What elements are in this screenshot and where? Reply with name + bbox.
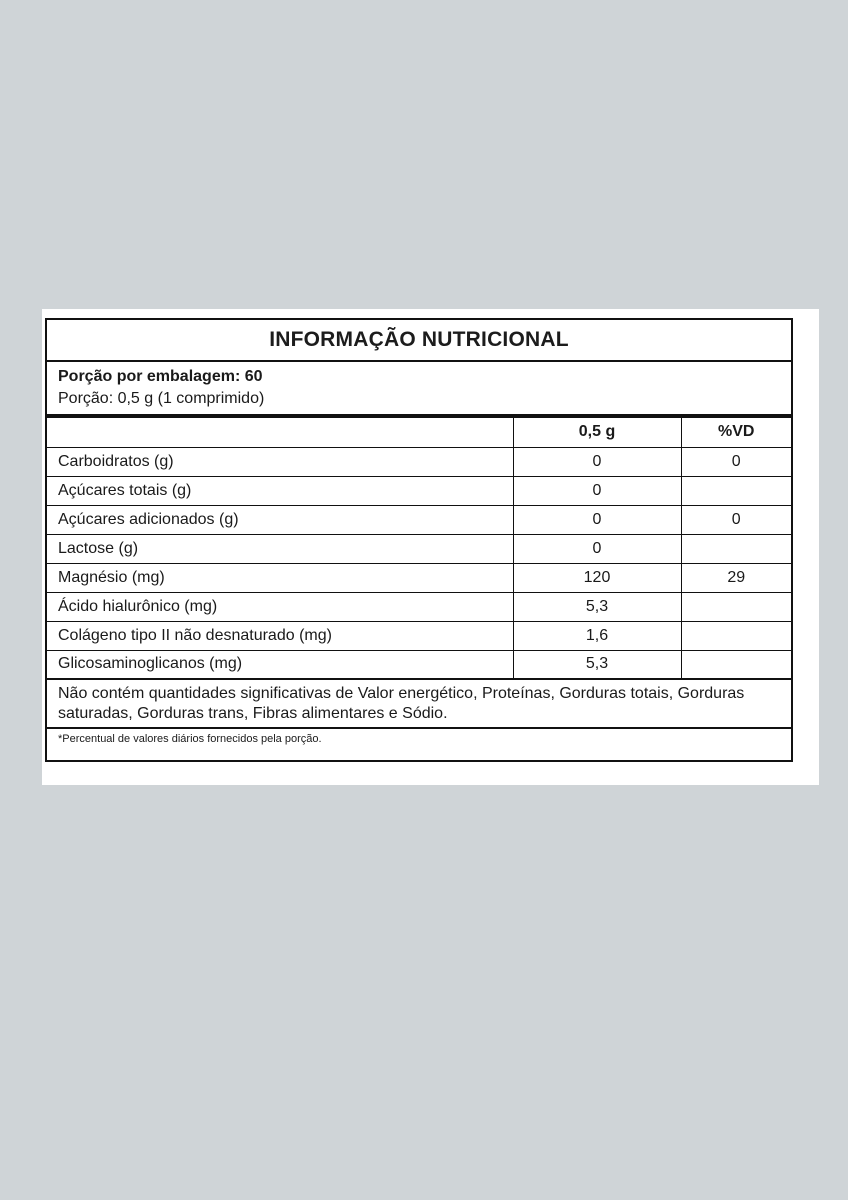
nutrient-daily-value: [681, 650, 791, 679]
portion-size: Porção: 0,5 g (1 comprimido): [58, 390, 265, 407]
nutrient-name: Açúcares adicionados (g): [47, 505, 513, 534]
header-nutrient: [47, 418, 513, 447]
table-header-row: [47, 418, 791, 447]
nutrient-amount: 5,3: [513, 650, 681, 679]
nutrient-name: Carboidratos (g): [47, 447, 513, 476]
table-row: [47, 563, 791, 592]
nutrient-daily-value: [681, 592, 791, 621]
header-daily-value: %VD: [681, 418, 791, 447]
table-row: [47, 621, 791, 650]
nutrient-daily-value: 29: [681, 563, 791, 592]
header-amount: 0,5 g: [513, 418, 681, 447]
nutrient-daily-value: [681, 476, 791, 505]
nutrient-name: Magnésio (mg): [47, 563, 513, 592]
nutrient-amount: 5,3: [513, 592, 681, 621]
nutrient-daily-value: 0: [681, 505, 791, 534]
nutrient-amount: 0: [513, 447, 681, 476]
nutrient-amount: 120: [513, 563, 681, 592]
portions-per-package: Porção por embalagem: 60: [58, 368, 263, 385]
table-row: [47, 534, 791, 563]
table-row: [47, 447, 791, 476]
nutrient-name: Ácido hialurônico (mg): [47, 592, 513, 621]
nutrient-amount: 0: [513, 476, 681, 505]
label-card: [42, 309, 819, 785]
nutrient-amount: 1,6: [513, 621, 681, 650]
nutrient-daily-value: [681, 621, 791, 650]
daily-value-footnote: *Percentual de valores diários fornecidos pela porção.: [58, 733, 322, 745]
nutrition-facts-panel: [45, 318, 793, 762]
nutrient-amount: 0: [513, 505, 681, 534]
nutrition-table: [47, 418, 791, 680]
table-row: [47, 650, 791, 679]
nutrient-name: Colágeno tipo II não desnaturado (mg): [47, 621, 513, 650]
nutrient-name: Glicosaminoglicanos (mg): [47, 650, 513, 679]
portion-info: [47, 362, 791, 418]
table-row: [47, 476, 791, 505]
nutrient-name: Lactose (g): [47, 534, 513, 563]
table-row: [47, 592, 791, 621]
table-row: [47, 505, 791, 534]
panel-title: INFORMAÇÃO NUTRICIONAL: [47, 320, 791, 362]
nutrient-amount: 0: [513, 534, 681, 563]
nutrient-name: Açúcares totais (g): [47, 476, 513, 505]
insignificant-nutrients-note: Não contém quantidades significativas de Valor energético, Proteínas, Gorduras totais, Gorduras saturadas, Gorduras trans, Fibras alimentares e Sódio.: [47, 680, 791, 729]
nutrient-daily-value: [681, 534, 791, 563]
nutrient-daily-value: 0: [681, 447, 791, 476]
